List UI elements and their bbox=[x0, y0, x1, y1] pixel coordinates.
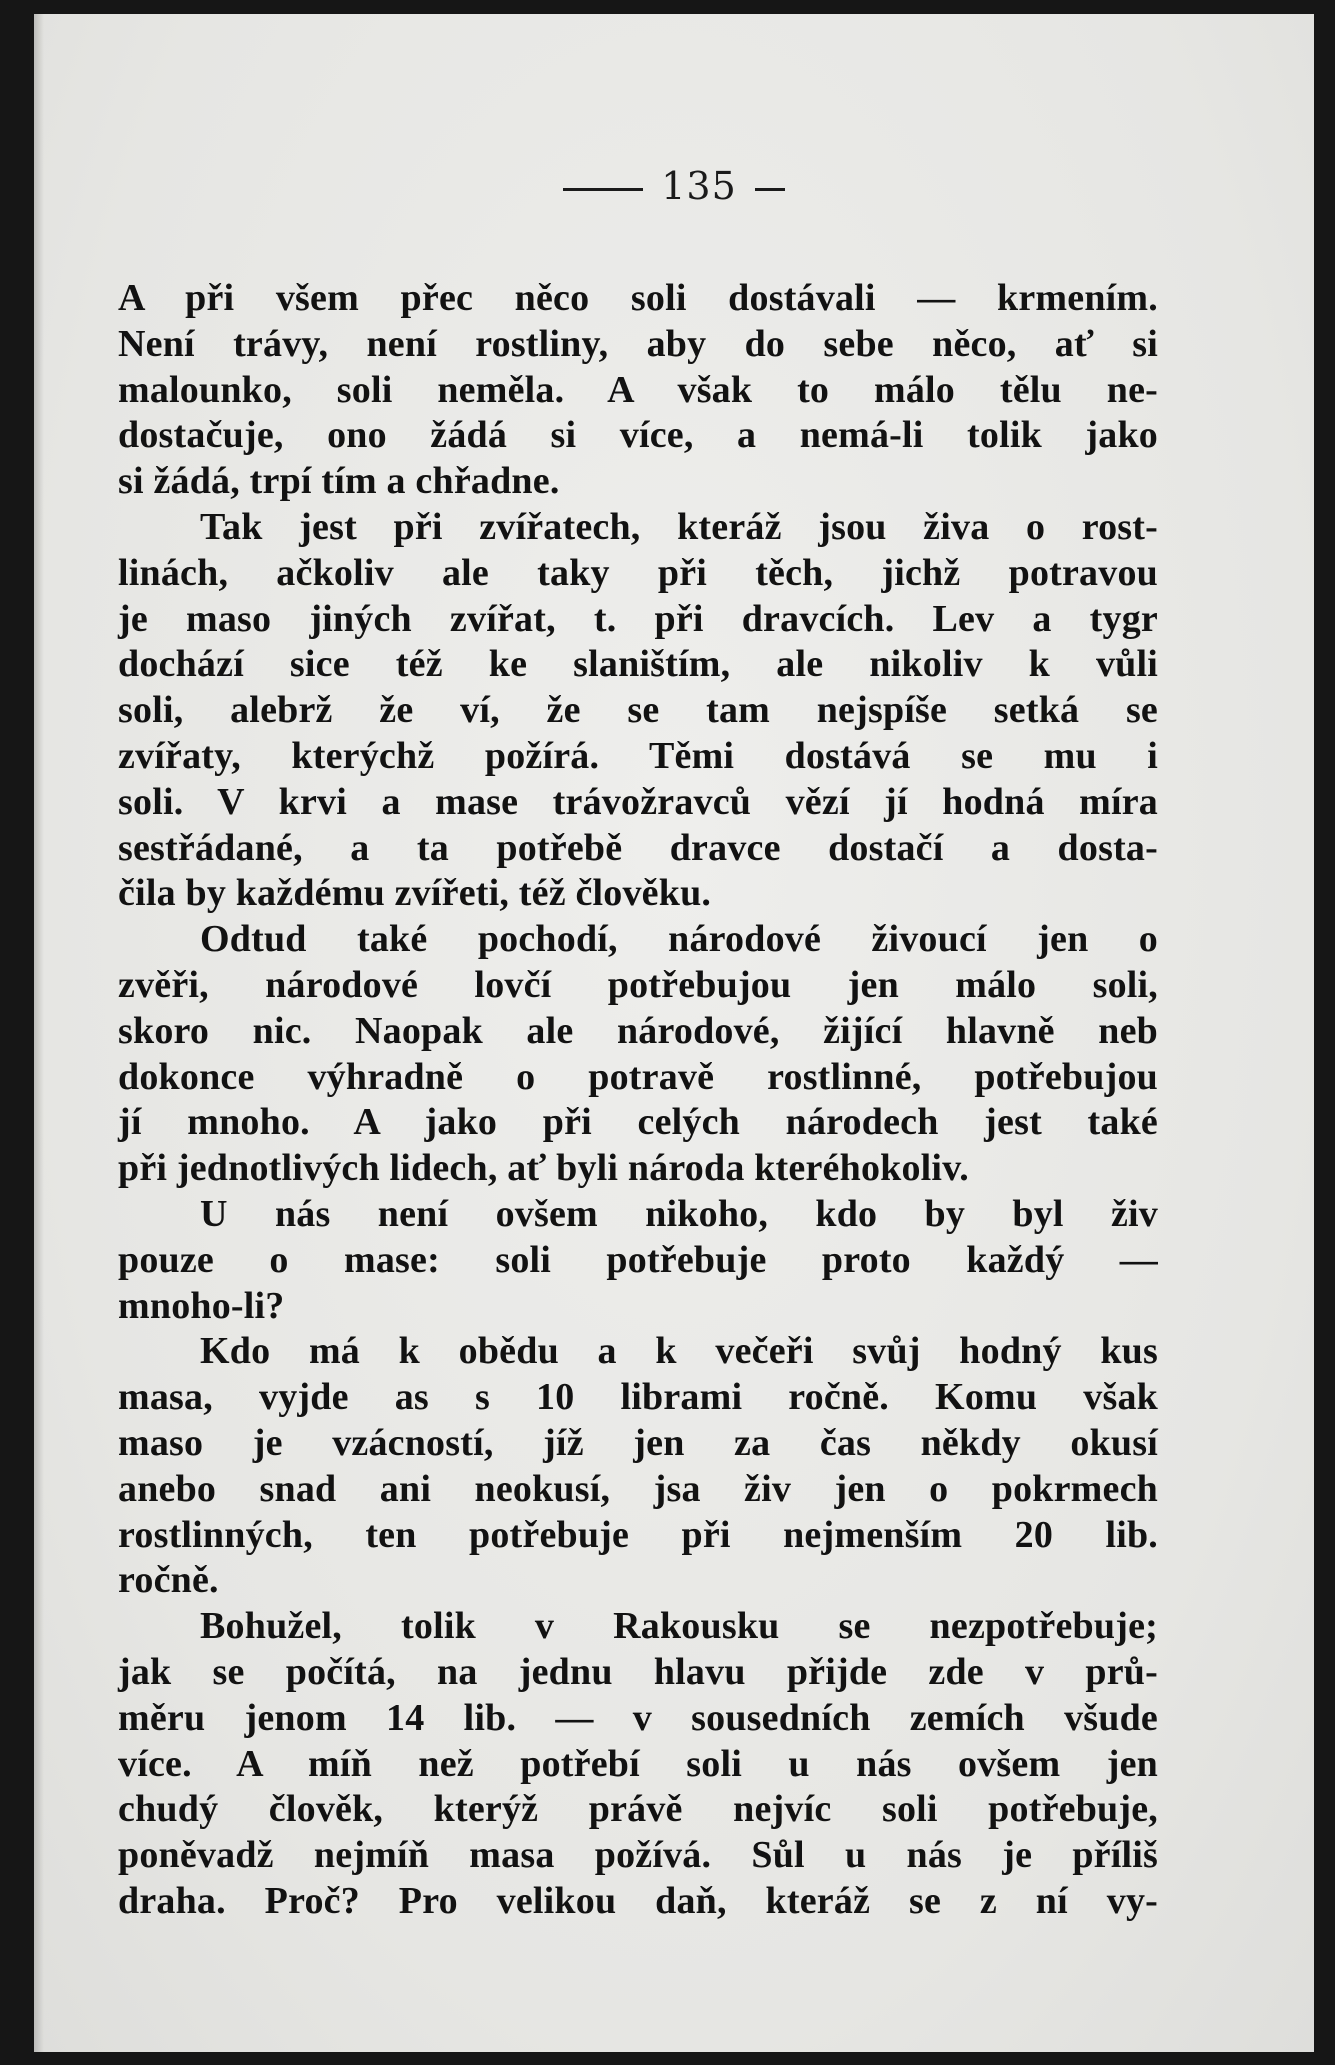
text-line: pouze o mase: soli potřebuje proto každý — bbox=[118, 1238, 1158, 1281]
text-line: A při všem přec něco soli dostávali — krmením. bbox=[118, 277, 1158, 319]
page-number-dash-right bbox=[755, 188, 785, 191]
text-line: soli. V krvi a mase trávožravců vězí jí hodná míra bbox=[118, 780, 1158, 823]
text-line: Tak jest při zvířatech, kteráž jsou živa o rost- bbox=[200, 505, 1158, 548]
text-line: draha. Proč? Pro velikou daň, kteráž se z ní vy- bbox=[118, 1879, 1158, 1922]
text-line: Odtud také pochodí, národové živoucí jen o bbox=[200, 918, 1158, 961]
text-line: sestřádané, a ta potřebě dravce dostačí a dosta- bbox=[118, 826, 1158, 869]
text-line: mnoho-li? bbox=[118, 1284, 285, 1327]
text-line: soli, alebrž že ví, že se tam nejspíše setká se bbox=[118, 689, 1158, 732]
text-line: maso je vzácností, jíž jen za čas někdy okusí bbox=[118, 1421, 1158, 1464]
body-text bbox=[118, 276, 1158, 1925]
text-line: je maso jiných zvířat, t. při dravcích. Lev a tygr bbox=[118, 597, 1158, 640]
page-number-header bbox=[34, 164, 1314, 208]
text-line: dochází sice též ke slaništím, ale nikoliv k vůli bbox=[118, 643, 1158, 686]
page-number-dash-left bbox=[563, 188, 643, 191]
text-line: masa, vyjde as s 10 librami ročně. Komu však bbox=[118, 1376, 1158, 1419]
text-line: měru jenom 14 lib. — v sousedních zemích všude bbox=[118, 1696, 1158, 1739]
text-line: zvěři, národové lovčí potřebujou jen málo soli, bbox=[118, 963, 1158, 1006]
text-line: zvířaty, kterýchž požírá. Těmi dostává se mu i bbox=[118, 734, 1158, 777]
page-number: 135 bbox=[661, 164, 737, 208]
text-line: malounko, soli neměla. A však to málo tělu ne- bbox=[118, 368, 1158, 411]
text-line: poněvadž nejmíň masa požívá. Sůl u nás je příliš bbox=[118, 1834, 1158, 1877]
text-line: U nás není ovšem nikoho, kdo by byl živ bbox=[200, 1192, 1158, 1235]
text-line: Kdo má k obědu a k večeři svůj hodný kus bbox=[200, 1330, 1158, 1373]
text-line: ročně. bbox=[118, 1559, 219, 1602]
text-line: dostačuje, ono žádá si více, a nemá-li tolik jako bbox=[118, 414, 1158, 457]
text-line: Bohužel, tolik v Rakousku se nezpotřebuje; bbox=[200, 1605, 1158, 1648]
book-page bbox=[34, 14, 1314, 2052]
text-line: jí mnoho. A jako při celých národech jest také bbox=[118, 1101, 1158, 1144]
text-line: chudý člověk, kterýž právě nejvíc soli potřebuje, bbox=[118, 1788, 1158, 1831]
text-line: rostlinných, ten potřebuje při nejmenším 20 lib. bbox=[118, 1513, 1158, 1556]
text-line: skoro nic. Naopak ale národové, žijící hlavně neb bbox=[118, 1009, 1158, 1052]
text-line: Není trávy, není rostliny, aby do sebe něco, ať si bbox=[118, 322, 1158, 365]
text-line: linách, ačkoliv ale taky při těch, jichž potravou bbox=[118, 551, 1158, 594]
text-line: si žádá, trpí tím a chřadne. bbox=[118, 460, 560, 503]
text-line: anebo snad ani neokusí, jsa živ jen o pokrmech bbox=[118, 1467, 1158, 1510]
text-line: více. A míň než potřebí soli u nás ovšem jen bbox=[118, 1742, 1158, 1785]
text-line: jak se počítá, na jednu hlavu přijde zde v prů- bbox=[118, 1650, 1158, 1693]
text-line: čila by každému zvířeti, též člověku. bbox=[118, 872, 712, 915]
text-line: dokonce výhradně o potravě rostlinné, potřebujou bbox=[118, 1055, 1158, 1098]
text-line: při jednotlivých lidech, ať byli národa kteréhokoliv. bbox=[118, 1147, 969, 1190]
page-edge-shadow bbox=[34, 14, 44, 2052]
